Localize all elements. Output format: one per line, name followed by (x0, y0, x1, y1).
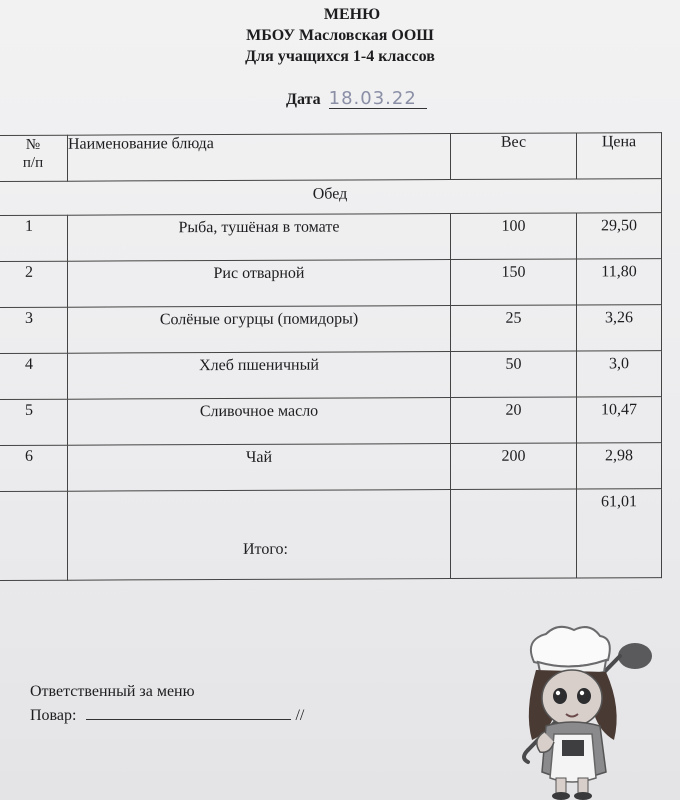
cook-label: Повар: (30, 707, 77, 724)
row-number: 3 (0, 307, 68, 353)
table-row (0, 305, 662, 354)
table-row (0, 213, 662, 262)
table-row (0, 351, 662, 400)
row-number: 5 (0, 399, 68, 445)
dish-name: Чай (68, 444, 451, 492)
number-abbrev: п/п (22, 154, 44, 171)
row-number: 2 (0, 261, 68, 307)
cook-signature-line (30, 704, 304, 728)
section-title: Обед (0, 179, 662, 216)
menu-table (0, 132, 662, 581)
table-row (0, 397, 662, 446)
dish-name: Сливочное масло (68, 398, 451, 446)
total-label-cell (68, 490, 451, 581)
dish-price: 3,26 (577, 305, 662, 351)
row-number: 4 (0, 353, 68, 399)
dish-weight: 150 (451, 259, 577, 306)
footer (30, 680, 304, 728)
dish-price: 2,98 (577, 443, 662, 489)
dish-weight: 20 (451, 397, 577, 444)
chef-girl-illustration (510, 622, 670, 800)
dish-price: 3,0 (577, 351, 662, 397)
dish-name: Хлеб пшеничный (68, 352, 451, 400)
dish-price: 11,80 (577, 259, 662, 305)
total-empty-cell (0, 491, 68, 580)
total-weight-cell (451, 489, 577, 579)
menu-header (0, 4, 680, 67)
menu-title: МЕНЮ (323, 6, 381, 23)
total-value: 61,01 (577, 489, 662, 578)
date-field (286, 90, 427, 109)
table-row (0, 443, 662, 492)
dish-weight: 50 (451, 351, 577, 398)
dish-weight: 100 (451, 213, 577, 260)
table-row (0, 259, 662, 308)
dish-weight: 25 (451, 305, 577, 352)
date-label: Дата (286, 91, 321, 108)
school-name: МБОУ Масловская ООШ (246, 27, 434, 44)
cook-suffix: // (295, 707, 305, 724)
number-sign: № (25, 136, 41, 153)
column-header-weight: Вес (451, 133, 577, 180)
column-header-name: Наименование блюда (68, 134, 451, 182)
dish-name: Рыба, тушёная в томате (68, 214, 451, 262)
table-header-row (0, 133, 662, 182)
audience-line: Для учащихся 1-4 классов (245, 48, 435, 65)
dish-price: 10,47 (577, 397, 662, 443)
date-value: 18.03.22 (329, 90, 427, 109)
total-label: Итого: (243, 540, 288, 558)
total-row (0, 489, 662, 581)
dish-weight: 200 (451, 443, 577, 490)
row-number: 1 (0, 215, 68, 261)
dish-name: Солёные огурцы (помидоры) (68, 306, 451, 354)
dish-price: 29,50 (577, 213, 662, 259)
menu-rows (0, 213, 662, 492)
column-header-price: Цена (577, 133, 662, 179)
section-row (0, 179, 662, 216)
responsible-line: Ответственный за меню (30, 683, 195, 700)
column-header-number (0, 135, 68, 181)
row-number: 6 (0, 445, 68, 491)
signature-blank (86, 705, 291, 720)
dish-name: Рис отварной (68, 260, 451, 308)
